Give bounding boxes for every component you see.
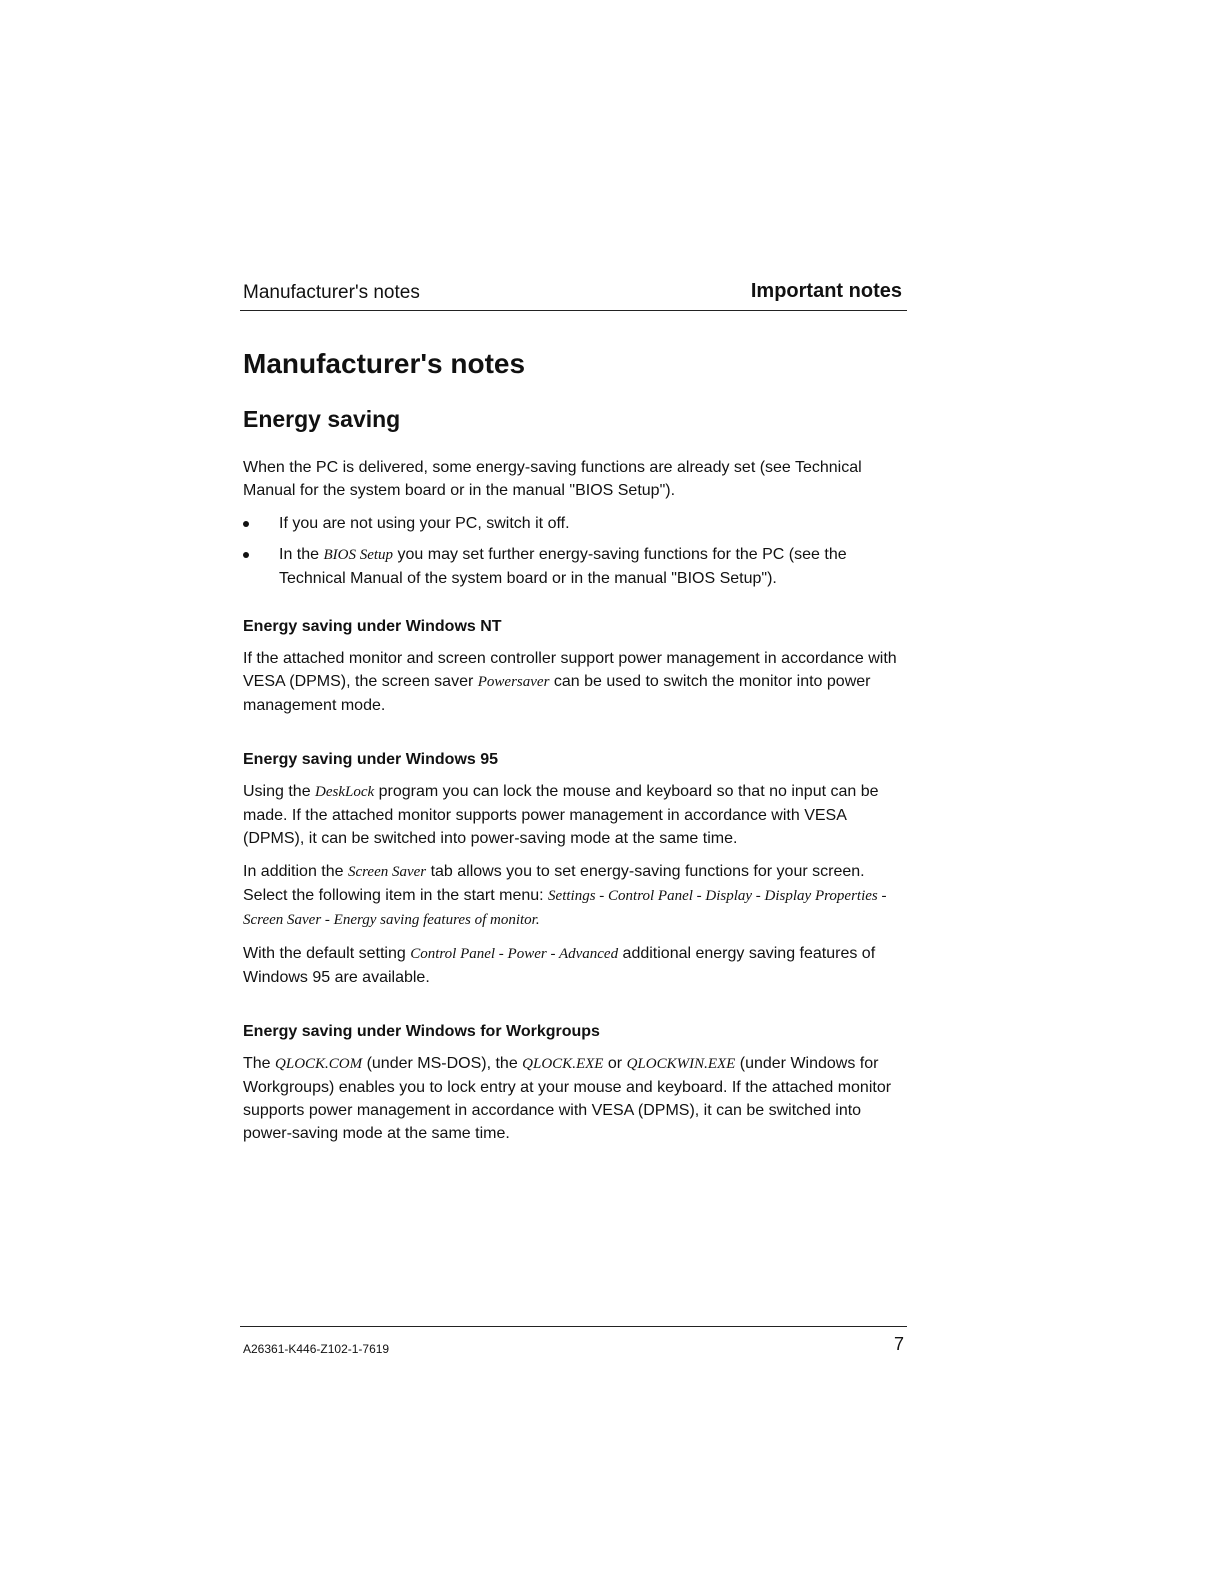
text-run: If the attached monitor and screen controller support power management in accordance with VESA (DPMS), the screen saver <box>243 650 897 690</box>
qlock-com-term: QLOCK.COM <box>275 1056 363 1072</box>
text-run: With the default setting <box>243 945 411 962</box>
section-windows-nt <box>243 616 903 717</box>
text-run: can be used to switch the monitor into power management mode. <box>243 673 871 714</box>
control-panel-path-term: Control Panel - Power - Advanced <box>410 946 619 962</box>
heading-windows-for-workgroups: Energy saving under Windows for Workgroups <box>243 1023 600 1040</box>
bullet-icon <box>243 552 249 558</box>
windows-nt-paragraph <box>243 647 903 717</box>
bios-setup-term: BIOS Setup <box>323 547 394 563</box>
document-number: A26361-K446-Z102-1-7619 <box>243 1342 390 1356</box>
heading-windows-nt: Energy saving under Windows NT <box>243 618 502 635</box>
menu-path-term: Settings - Control Panel - Display - Display Properties - Screen Saver - Energy saving features of monitor. <box>243 888 887 928</box>
qlock-exe-term: QLOCK.EXE <box>522 1056 604 1072</box>
screen-saver-term: Screen Saver <box>347 864 427 880</box>
section-title: Energy saving <box>243 406 401 432</box>
running-header-right: Important notes <box>750 280 902 302</box>
page-content <box>243 346 903 1155</box>
text-run: or <box>603 1055 627 1072</box>
text-run: The <box>243 1055 276 1072</box>
powersaver-term: Powersaver <box>477 674 550 690</box>
text-run: program you can lock the mouse and keyboard so that no input can be made. If the attached monitor supports power management in accordance with VESA (DPMS), it can be switched into power-saving mode at the same time. <box>243 783 879 847</box>
section-windows-95 <box>243 749 903 989</box>
intro-paragraph: When the PC is delivered, some energy-saving functions are already set (see Technical Manual for the system board or in the manual "BIOS Setup"). <box>243 459 862 499</box>
bullet-text: If you are not using your PC, switch it off. <box>279 515 570 532</box>
windows-for-workgroups-paragraph <box>243 1052 903 1145</box>
text-run: In addition the <box>243 863 348 880</box>
footer-rule <box>240 1326 907 1327</box>
section-windows-for-workgroups <box>243 1021 903 1145</box>
desklock-term: DeskLock <box>315 784 375 800</box>
bullet-text-pre: In the <box>279 546 324 563</box>
windows-95-paragraph-3 <box>243 942 903 989</box>
qlockwin-exe-term: QLOCKWIN.EXE <box>626 1056 736 1072</box>
text-run: additional energy saving features of Windows 95 are available. <box>243 945 876 986</box>
windows-95-paragraph-1 <box>243 780 903 850</box>
bullet-icon <box>243 521 249 527</box>
text-run: (under Windows for Workgroups) enables you to lock entry at your mouse and keyboard. If the attached monitor supports power management in accordance with VESA (DPMS), it can be switched into power-saving mode at the same time. <box>243 1055 892 1142</box>
bullet-item <box>243 543 903 590</box>
bullet-list <box>243 512 903 590</box>
bullet-text-post: you may set further energy-saving functions for the PC (see the Technical Manual of the system board or in the manual "BIOS Setup"). <box>279 546 847 587</box>
text-run: (under MS-DOS), the <box>362 1055 523 1072</box>
header-rule <box>240 310 907 311</box>
bullet-item <box>243 512 903 535</box>
page-title: Manufacturer's notes <box>243 348 526 379</box>
text-run: Using the <box>243 783 316 800</box>
page-number: 7 <box>893 1334 904 1354</box>
windows-95-paragraph-2 <box>243 860 903 932</box>
running-header-left: Manufacturer's notes <box>243 282 420 303</box>
heading-windows-95: Energy saving under Windows 95 <box>243 751 499 768</box>
text-run: tab allows you to set energy-saving functions for your screen. Select the following item in the start menu: <box>243 863 865 904</box>
